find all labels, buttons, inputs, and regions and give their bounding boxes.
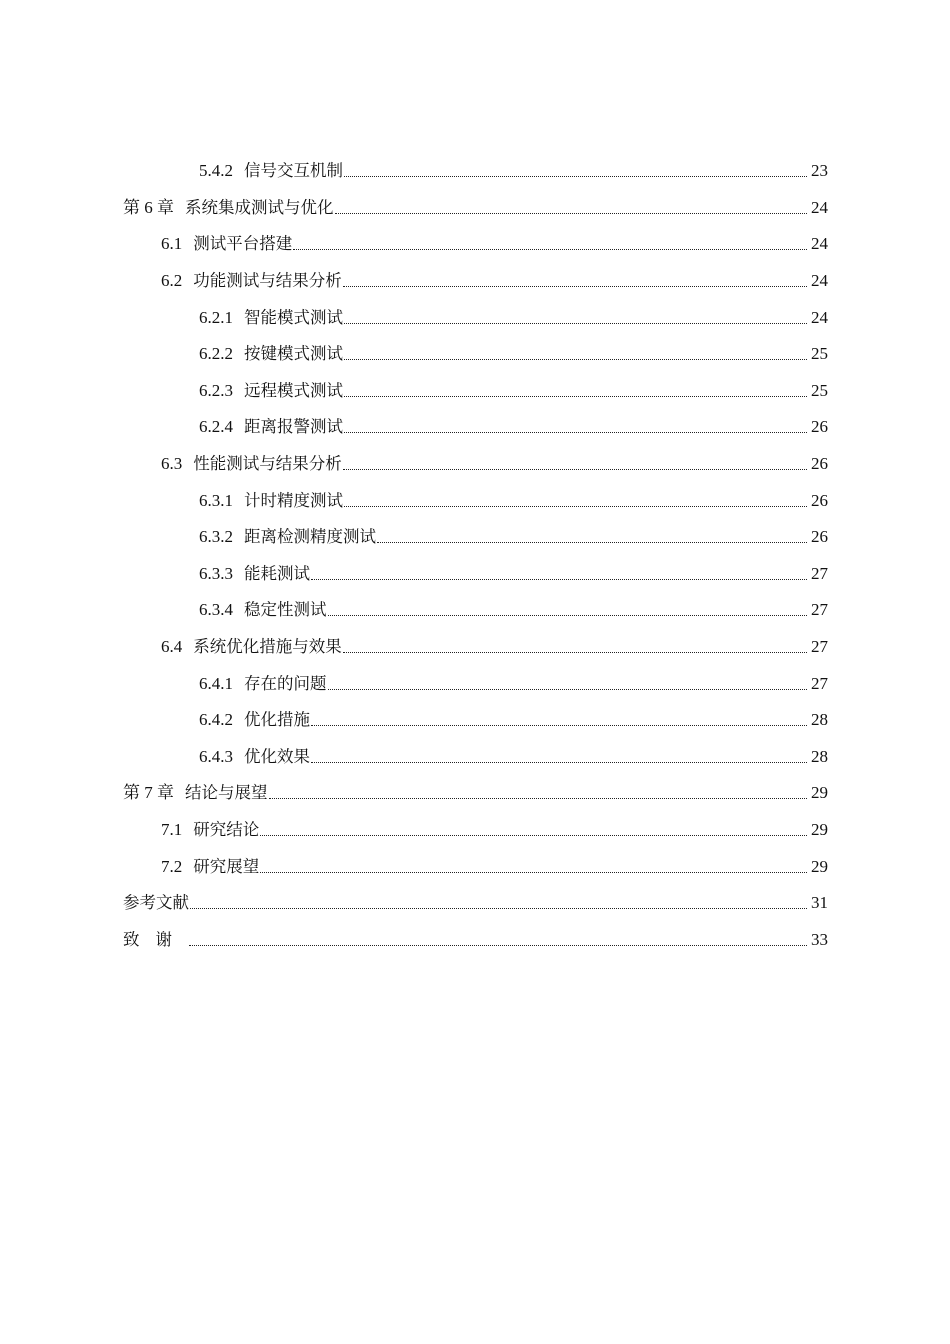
toc-entry-title: 致谢 bbox=[123, 929, 188, 949]
toc-dot-leader bbox=[335, 198, 808, 218]
toc-entry-page-number: 23 bbox=[811, 161, 828, 181]
toc-entry-page-number: 27 bbox=[811, 563, 828, 583]
toc-dot-leader bbox=[343, 637, 807, 657]
toc-entry-page-number: 26 bbox=[811, 527, 828, 547]
toc-entry-page-number: 27 bbox=[811, 673, 828, 693]
toc-entry[interactable] bbox=[123, 739, 828, 776]
toc-entry-title: 远程模式测试 bbox=[244, 380, 343, 400]
toc-entry[interactable] bbox=[123, 409, 828, 446]
toc-entry[interactable] bbox=[123, 702, 828, 739]
toc-entry[interactable] bbox=[123, 373, 828, 410]
toc-dot-leader bbox=[343, 454, 807, 474]
toc-entry-number: 6.4 bbox=[161, 637, 183, 657]
toc-dot-leader bbox=[343, 271, 807, 291]
toc-dot-leader bbox=[344, 381, 807, 401]
toc-dot-leader bbox=[260, 820, 807, 840]
toc-entry-number: 5.4.2 bbox=[199, 161, 233, 181]
toc-dot-leader bbox=[311, 747, 807, 767]
toc-entry-page-number: 25 bbox=[811, 344, 828, 364]
toc-entry[interactable] bbox=[123, 812, 828, 849]
toc-dot-leader bbox=[311, 710, 807, 730]
toc-entry-number: 第 7 章 bbox=[123, 783, 174, 803]
toc-entry-page-number: 31 bbox=[811, 893, 828, 913]
toc-entry-title: 系统优化措施与效果 bbox=[193, 637, 342, 657]
toc-entry-number: 6.4.1 bbox=[199, 673, 233, 693]
toc-entry-page-number: 29 bbox=[811, 856, 828, 876]
toc-entry-page-number: 24 bbox=[811, 271, 828, 291]
toc-entry[interactable] bbox=[123, 446, 828, 483]
toc-entry-page-number: 26 bbox=[811, 454, 828, 474]
toc-entry-number: 6.2.1 bbox=[199, 307, 233, 327]
toc-dot-leader bbox=[189, 930, 807, 950]
toc-entry-number: 6.2.2 bbox=[199, 344, 233, 364]
table-of-contents bbox=[123, 153, 828, 958]
toc-dot-leader bbox=[311, 564, 807, 584]
toc-entry-title: 系统集成测试与优化 bbox=[185, 197, 334, 217]
toc-entry-title: 距离报警测试 bbox=[244, 417, 343, 437]
toc-entry[interactable] bbox=[123, 921, 828, 958]
toc-entry-title: 优化效果 bbox=[244, 746, 310, 766]
toc-entry-page-number: 29 bbox=[811, 819, 828, 839]
toc-entry-number: 6.2.4 bbox=[199, 417, 233, 437]
toc-entry[interactable] bbox=[123, 190, 828, 227]
toc-dot-leader bbox=[293, 234, 807, 254]
toc-entry-title: 稳定性测试 bbox=[244, 600, 327, 620]
toc-dot-leader bbox=[269, 783, 808, 803]
toc-entry-page-number: 26 bbox=[811, 490, 828, 510]
toc-entry-number: 6.3.3 bbox=[199, 563, 233, 583]
toc-entry-title: 存在的问题 bbox=[244, 673, 327, 693]
toc-entry-title: 优化措施 bbox=[244, 710, 310, 730]
toc-entry-page-number: 24 bbox=[811, 234, 828, 254]
toc-entry-number: 第 6 章 bbox=[123, 197, 174, 217]
toc-dot-leader bbox=[344, 491, 807, 511]
toc-entry-page-number: 28 bbox=[811, 746, 828, 766]
toc-dot-leader bbox=[260, 857, 807, 877]
toc-entry-page-number: 26 bbox=[811, 417, 828, 437]
toc-dot-leader bbox=[344, 308, 807, 328]
toc-entry[interactable] bbox=[123, 848, 828, 885]
toc-entry-title: 结论与展望 bbox=[185, 783, 268, 803]
toc-entry[interactable] bbox=[123, 226, 828, 263]
toc-entry-title: 测试平台搭建 bbox=[193, 234, 293, 254]
toc-entry-title: 研究展望 bbox=[193, 856, 260, 876]
toc-entry-number: 7.1 bbox=[161, 819, 183, 839]
toc-entry-number: 6.1 bbox=[161, 234, 183, 254]
toc-entry-title: 距离检测精度测试 bbox=[244, 527, 376, 547]
toc-entry-page-number: 24 bbox=[811, 197, 828, 217]
toc-entry[interactable] bbox=[123, 665, 828, 702]
toc-entry-title: 研究结论 bbox=[193, 819, 260, 839]
toc-entry[interactable] bbox=[123, 482, 828, 519]
toc-entry-number: 6.4.2 bbox=[199, 710, 233, 730]
toc-entry[interactable] bbox=[123, 775, 828, 812]
toc-entry-title: 计时精度测试 bbox=[244, 490, 343, 510]
toc-entry-page-number: 28 bbox=[811, 710, 828, 730]
toc-entry-number: 7.2 bbox=[161, 856, 183, 876]
toc-entry-title: 信号交互机制 bbox=[244, 161, 343, 181]
toc-entry[interactable] bbox=[123, 519, 828, 556]
toc-entry[interactable] bbox=[123, 299, 828, 336]
toc-entry-title: 智能模式测试 bbox=[244, 307, 343, 327]
toc-entry[interactable] bbox=[123, 885, 828, 922]
toc-entry-page-number: 25 bbox=[811, 380, 828, 400]
toc-entry[interactable] bbox=[123, 153, 828, 190]
toc-entry[interactable] bbox=[123, 336, 828, 373]
toc-dot-leader bbox=[344, 161, 807, 181]
toc-dot-leader bbox=[377, 527, 807, 547]
toc-entry-page-number: 27 bbox=[811, 600, 828, 620]
toc-entry-number: 6.3 bbox=[161, 454, 183, 474]
toc-entry[interactable] bbox=[123, 263, 828, 300]
toc-dot-leader bbox=[344, 417, 807, 437]
toc-entry-title: 参考文献 bbox=[123, 893, 189, 913]
toc-entry-number: 6.3.2 bbox=[199, 527, 233, 547]
toc-entry-page-number: 27 bbox=[811, 637, 828, 657]
toc-entry[interactable] bbox=[123, 556, 828, 593]
toc-entry-page-number: 24 bbox=[811, 307, 828, 327]
toc-entry-title: 能耗测试 bbox=[244, 563, 310, 583]
toc-entry[interactable] bbox=[123, 629, 828, 666]
toc-entry-title: 性能测试与结果分析 bbox=[193, 454, 342, 474]
toc-entry-title: 按键模式测试 bbox=[244, 344, 343, 364]
toc-entry[interactable] bbox=[123, 592, 828, 629]
toc-dot-leader bbox=[344, 344, 807, 364]
toc-entry-number: 6.2.3 bbox=[199, 380, 233, 400]
toc-entry-number: 6.3.1 bbox=[199, 490, 233, 510]
toc-entry-number: 6.4.3 bbox=[199, 746, 233, 766]
toc-entry-page-number: 29 bbox=[811, 783, 828, 803]
toc-dot-leader bbox=[328, 674, 808, 694]
toc-entry-number: 6.2 bbox=[161, 271, 183, 291]
toc-entry-page-number: 33 bbox=[811, 929, 828, 949]
toc-entry-number: 6.3.4 bbox=[199, 600, 233, 620]
toc-dot-leader bbox=[328, 600, 808, 620]
toc-dot-leader bbox=[190, 893, 807, 913]
toc-entry-title: 功能测试与结果分析 bbox=[193, 271, 342, 291]
